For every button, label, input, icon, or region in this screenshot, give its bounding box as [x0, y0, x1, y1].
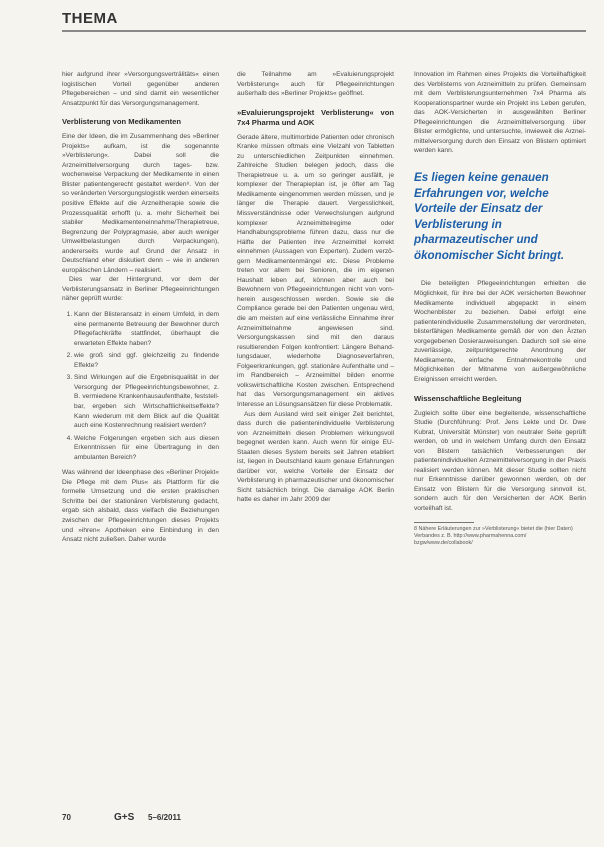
column-1 [62, 70, 219, 545]
paragraph: die Teilnahme am »Evaluierungsprojekt Verblisterung« auch für Pflegeeinrichtungen außerhalb des »Berliner Projekts« geöffnet. [237, 71, 394, 98]
journal-issue: 5–6/2011 [148, 813, 181, 822]
paragraph: Was während der Ideenphase des »Berliner Projekt« Die Pflege mit dem Plus« als Plattform für die formelle Umsetzung und die ersten praktischen Schritte bei der stationären Verblisterung gedacht, ergab sich alsbald, dass vielfach die Beziehungen zwischen der Pflegeeinrichtungen dieses Projekts und »ihren« Apotheken eine Einbindung in den Ansatz nicht zuließen. Daher wurde [62, 469, 219, 544]
pull-quote: Es liegen keine genauen Erfahrungen vor, welche Vorteile der Einsatz der Verblisterung in pharmazeutischer und ökonomischer Sicht bringt. [414, 170, 565, 262]
column-2 [237, 70, 394, 505]
footnote-rule [414, 522, 474, 523]
list-item: 2. wie groß sind ggf. gleichzeitig zu findende Effekte? [74, 351, 219, 370]
page-header [0, 0, 604, 36]
journal-logo: G+S [114, 812, 135, 823]
paragraph: Zugleich sollte über eine begleitende, wissenschaftliche Studie (Durchführung: Prof. Jens Lekte und Dr. Dwe Kubrat, Universität Münster) von neutraler Seite geprüft werden, ob und in welchem Umfang durch den Einsatz von Blistern tatsächlich Verbesserungen der patientenindividuellen Arzneimittelversorgung in der Praxis realisiert werden können. Mit dieser Studie sollten nicht nur Erkenntnisse darüber gewonnen werden, ob der Einsatz von Blistern für die Versorgung sinnvoll ist, sondern auch für den Versicherten der AOK Berlin vorteilhaft ist. [414, 409, 586, 512]
column-3 [414, 70, 586, 547]
paragraph: Eine der Ideen, die im Zusammenhang des »Berliner Projekts« aufkam, ist die sogenannte »Verblisterung«. Dabei soll die Arzneimittelversorgung durch tages- bzw. wochenweise Verpackung der Medikamente in einen Blister patientengerecht gestaltet werden⁸. Von der so veränderten Versorgungslogistik werden einerseits positive Effekte auf die Arzneitherapie sowie die Prozessqualität erhofft (u. a. mehr Sicherheit bei stabiler Medikamenteneinnahme/Therapietreue, Begrenzung der Polypragmasie, aber auch weniger Umweltbelastungen durch Verpackungen), andererseits wurde auf Grund der Ansatz in Deutschland eher diskutiert denn – wie in anderen europäischen Ländern – realisiert. [62, 133, 219, 274]
page-number: 70 [62, 813, 71, 822]
paragraph: Aus dem Ausland wird seit einiger Zeit berichtet, dass durch die patientenindividuelle Verblisterung von Arzneimitteln diesen Problemen wirkungsvoll begegnet werden kann. Auch wenn für einige EU-Staaten dieses System bereits seit Jahren etabliert ist, liegen in Deutschland kaum genaue Erfahrungen darüber vor, welche Vorteile der Einsatz der Verblisterung in pharmazeutischer und ökonomischer Sicht tatsächlich bringt. Die damalige AOK Berlin hatte es daher im Jahr 2009 der [237, 410, 394, 504]
section-heading: Verblisterung von Medikamenten [62, 117, 181, 127]
paragraph: Gerade ältere, multimorbide Patienten oder chronisch Kranke müssen oftmals eine Vielzahl von Tabletten zu unterschiedlichen Zeitpunkten einnehmen. Zahlreiche Studien belegen jedoch, dass die Therapietreue u. a. um so geringer ausfällt, je komplexer der Therapieplan ist, je öfter am Tag Medikamente eingenommen werden müssen, und je länger die Therapie dauert. Vergesslichkeit, Missverständnisse oder Verwechslungen aufgrund komplexer Arzneimittelregime oder Handhabungsprobleme führen dazu, dass nur die Hälfte der Patienten ihre Arzneimittel korrekt einnehmen (Aussagen von Experten). Zudem verzögern Medikamentenmängel etc. Diese Probleme treten vor allem bei Senioren, die im eigenen Haushalt leben auf, können aber auch bei Bewohnern von Pflegeeinrichtungen nicht von vornherein ausgeschlossen werden. Sowie sie die Compliance gerade bei den Patienten ungenau wird, die am meisten auf eine verlässliche Einnahme ihrer Arzneimittelnahme angewiesen sind. Versorgungskassen sind mit den daraus resultierenden Folgen konfrontiert: Längere Behandlungsdauer, wiederholte Diagnoseverfahren, Folgeerkrankungen, ggf. stationäre Aufenthalte und – im Randbereich – Arzneimittel bilden enorme volkswirtschaftliche Kosten zwischen. Entsprechend hat das Versorgungsmanagement ein aktives Interesse an Lösungsansätzen für diese Problematik. [237, 133, 394, 408]
paragraph: Die beteiligten Pflegeeinrichtungen erhielten die Möglichkeit, für ihre bei der AOK versicherten Bewohner Medikamente individuell abgepackt in einem Wochenblister zu beziehen. Dabei erfolgt eine patientenindividuelle Zusammenstellung der verordneten, blisterfähigen Medikamente gemäß der von den Ärzten vorgegebenen Dosierauweisungen. Dadurch soll sie eine zuverlässige, zeitpunktgerechte Anordnung der Medikamente, einfache Entnahmekontrolle und Möglichkeiten der Mitnahme von außergewöhnliche Ereignissen erreicht werden. [414, 280, 586, 383]
section-heading: Wissenschaftliche Begleitung [414, 393, 522, 403]
list-item: 4. Welche Folgerungen ergeben sich aus diesen Erkenntnissen für eine Übertragung in den ambulanten Bereich? [74, 434, 219, 463]
section-heading: »Evaluierungsprojekt Verblisterung« von 7x4 Pharma und AOK [237, 107, 394, 127]
question-list [62, 310, 219, 462]
list-item: 3. Sind Wirkungen auf die Ergebnisqualität in der Versorgung der Pflegeeinrichtungsbewohner, z. B. vermiedene Krankenhausaufenthalte, feststellbar, ergeben sich Wirtschaftlichkeitseffekte? Kann wiederum mit dem Blick auf die Qualität auch eine Kostenrechnung realisiert werden? [74, 373, 219, 430]
header-rule [62, 30, 586, 32]
page-footer [62, 813, 586, 829]
paragraph: Dies war der Hintergrund, vor dem der Verblisterungsansatz in Berliner Pflegeeinrichtungen näher geprüft wurde: [62, 276, 219, 303]
paragraph: Innovation im Rahmen eines Projekts die Vorteilhaftigkeit des Verblisterns von Arzneimitteln zu prüfen. Gemeinsam mit dem Verblisterungsunternehmen 7x4 Pharma als Kooperationspartner wurde ein Projekt ins Leben gerufen, das AOK-Versicherten in ausgewählten Berliner Pflegeeinrichtungen die Arzneimittelversorgung über Blister ermöglichte, und untersuchte, inwieweit die Arzneimittelversorgung durch den Einsatz von Blistern optimiert werden kann. [414, 71, 586, 155]
section-label: THEMA [62, 10, 118, 27]
list-item: 1. Kann der Blisteransatz in einem Umfeld, in dem eine permanente Betreuung der Bewohner durch Pflegefachkräfte stattfindet, überhaupt die erwarteten Effekte haben? [74, 310, 219, 348]
paragraph: hier aufgrund ihrer »Versorgungsverträlitäts« einen logistischen Vorteil gegenüber anderen Pflegebereichen – und sind damit ein wesentlicher Ansatzpunkt für das Versorgungsmanagement. [62, 71, 219, 107]
footnote: 8 Nähere Erläuterungen zur »Verblisterung« bietet die (hier Daten) Verbandes z. B. http://www.pharmahenna.com/ bzgw/www.de/collabook/ [414, 525, 573, 546]
